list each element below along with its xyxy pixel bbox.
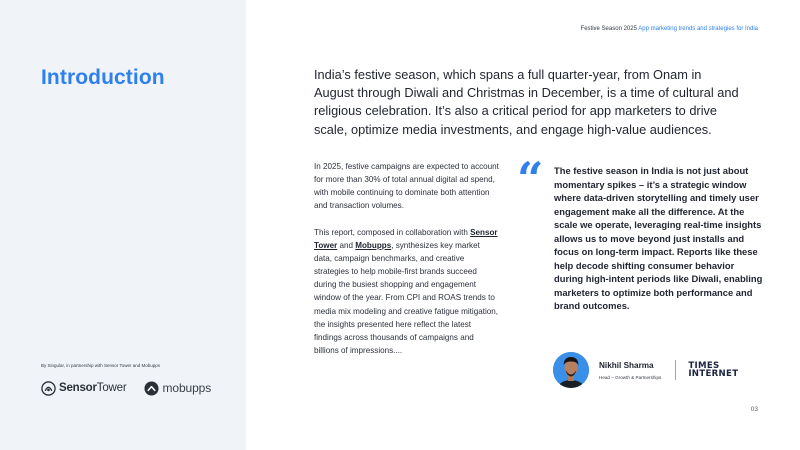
body-paragraph-1: In 2025, festive campaigns are expected to account for more than 30% of total annual digital ad spend, with mobile continuing to dominate both attention and transaction volumes. xyxy=(314,162,499,211)
author-divider xyxy=(675,360,676,380)
author-meta xyxy=(599,361,661,380)
partner-logos xyxy=(41,378,211,398)
section-title: Introduction xyxy=(41,66,165,89)
author-avatar xyxy=(553,352,589,388)
page-number: 03 xyxy=(750,406,758,413)
mobupps-icon xyxy=(144,381,159,396)
partner-note: By Singular, in partnership with Sensor Tower and Mobupps xyxy=(41,363,160,368)
mobupps-wordmark: mobupps xyxy=(162,381,212,395)
sensor-tower-icon xyxy=(41,381,56,396)
body-paragraph-2: This report, composed in collaboration with Sensor Tower and Mobupps, synthesizes key market data, campaign benchmarks, and creative strategies to help mobile-first brands succeed during the busiest shopping and engagement window of the year. From CPI and ROAS trends to media mix modeling and creative fatigue mitigation, the insights presented here reflect the latest findings across thousands of campaigns and billions of impressions.... xyxy=(314,227,499,356)
left-sidebar xyxy=(0,0,246,450)
header-accent: App marketing trends and strategies for India xyxy=(638,26,758,32)
body-column xyxy=(314,160,500,357)
sensor-tower-logo xyxy=(41,381,126,396)
times-internet-logo: TIMES INTERNET xyxy=(688,360,739,379)
quote-author xyxy=(553,352,738,388)
sensor-tower-link[interactable]: Sensor Tower xyxy=(314,227,498,250)
quote-mark-icon: “ xyxy=(517,152,544,206)
lead-paragraph: India’s festive season, which spans a full quarter-year, from Onam in August through Diwali and Christmas in December, is a time of cultural and religious celebration. It’s also a critical period for app marketers to drive scale, optimize media investments, and engage high-value audiences. xyxy=(314,67,739,137)
sensor-tower-wordmark: SensorTower xyxy=(59,382,127,394)
mobupps-logo xyxy=(144,381,211,396)
header-prefix: Festive Season 2025 xyxy=(580,26,637,32)
mobupps-link[interactable]: Mobupps xyxy=(355,240,392,250)
author-name: Nikhil Sharma xyxy=(599,360,654,370)
author-role: Head – Growth & Partnerships xyxy=(599,374,662,380)
pull-quote: The festive season in India is not just about momentary spikes – it’s a strategic window where data-driven storytelling and timely user engagement make all the difference. At the scale we operate, leveraging real-time insights allows us to move beyond just installs and focus on long-term impact. Reports like these help decode shifting consumer behavior during high-intent periods like Diwali, enabling marketers to optimize both performance and brand outcomes. xyxy=(554,165,763,312)
report-header xyxy=(581,26,758,32)
